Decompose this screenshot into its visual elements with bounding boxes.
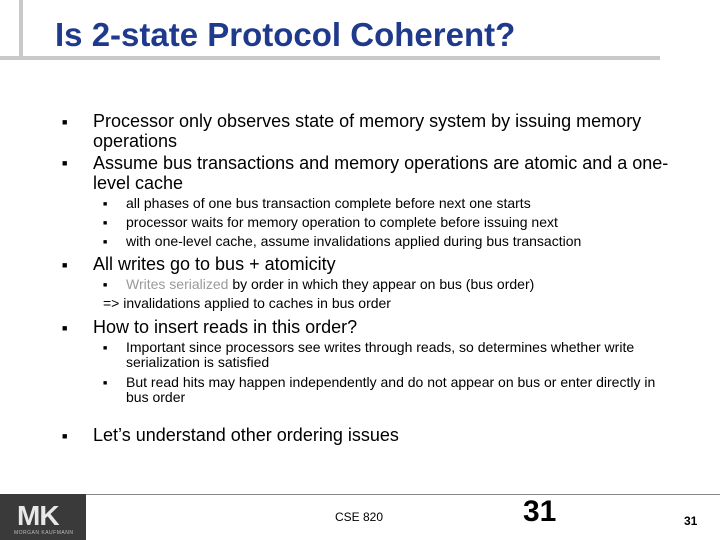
bullet-icon bbox=[62, 260, 72, 270]
highlighted-term: Writes serialized bbox=[126, 276, 229, 292]
sub-bullet-text: But read hits may happen independently and do not appear on bus or enter directly in bus order bbox=[126, 374, 656, 405]
bullet-text: How to insert reads in this order? bbox=[93, 317, 358, 337]
sub-bullet-text: all phases of one bus transaction complete before next one starts bbox=[126, 195, 531, 211]
sub-bullet-icon bbox=[103, 220, 107, 228]
sub-bullet-text: with one-level cache, assume invalidations applied during bus transaction bbox=[126, 233, 582, 249]
publisher-logo bbox=[0, 494, 86, 540]
slide-number-large: 31 bbox=[523, 495, 557, 528]
bullet-text: Assume bus transactions and memory operations are atomic and a one-level cache bbox=[93, 153, 669, 193]
bullet-icon bbox=[62, 431, 72, 441]
bullet-text: Let’s understand other ordering issues bbox=[93, 425, 399, 445]
title-accent-bar bbox=[19, 0, 23, 58]
bullet-text: Processor only observes state of memory system by issuing memory operations bbox=[93, 111, 642, 151]
bullet-text: All writes go to bus + atomicity bbox=[93, 254, 336, 274]
bullet-icon bbox=[62, 117, 72, 127]
sub-bullet-rest: by order in which they appear on bus (bus order) bbox=[228, 276, 535, 292]
sub-bullet-text bbox=[126, 277, 534, 292]
sub-bullet-icon bbox=[103, 345, 107, 353]
slide-title: Is 2-state Protocol Coherent? bbox=[55, 16, 516, 53]
logo-subtext: MORGAN KAUFMANN bbox=[14, 530, 74, 536]
course-label: CSE 820 bbox=[335, 510, 384, 524]
note-text: => invalidations applied to caches in bus order bbox=[103, 295, 391, 311]
sub-bullet-icon bbox=[103, 201, 107, 209]
bullet-icon bbox=[62, 323, 72, 333]
bullet-icon bbox=[62, 158, 72, 168]
sub-bullet-icon bbox=[103, 380, 107, 388]
footer-divider bbox=[86, 494, 720, 495]
title-underline bbox=[0, 56, 660, 60]
sub-bullet-icon bbox=[103, 239, 107, 247]
logo-mark: MK bbox=[17, 500, 59, 531]
sub-bullet-text: Important since processors see writes through reads, so determines whether write serialization is satisfied bbox=[126, 339, 635, 370]
page-number: 31 bbox=[684, 514, 698, 528]
sub-bullet-icon bbox=[103, 282, 107, 290]
sub-bullet-text: processor waits for memory operation to complete before issuing next bbox=[126, 214, 558, 230]
